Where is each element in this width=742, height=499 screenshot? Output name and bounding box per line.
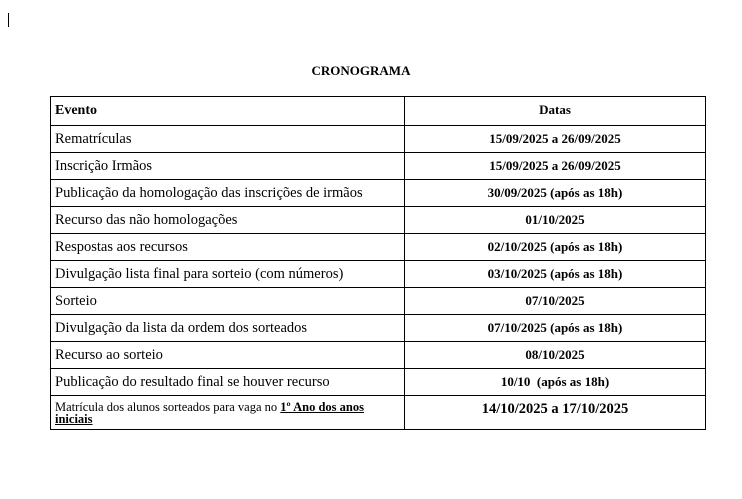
event-text: Matrícula dos alunos sorteados para vaga no — [55, 400, 281, 414]
date-cell: 15/09/2025 a 26/09/2025 — [405, 153, 706, 180]
table-row — [51, 369, 706, 396]
date-cell: 07/10/2025 (após as 18h) — [405, 315, 706, 342]
table-row — [51, 342, 706, 369]
event-cell: Inscrição Irmãos — [51, 153, 405, 180]
event-cell: Divulgação da lista da ordem dos sorteados — [51, 315, 405, 342]
date-cell: 08/10/2025 — [405, 342, 706, 369]
date-cell: 01/10/2025 — [405, 207, 706, 234]
date-cell: 02/10/2025 (após as 18h) — [405, 234, 706, 261]
document-title: CRONOGRAMA — [311, 63, 411, 78]
date-cell: 30/09/2025 (após as 18h) — [405, 180, 706, 207]
table-row — [51, 126, 706, 153]
table-row — [51, 396, 706, 430]
event-cell: Publicação do resultado final se houver recurso — [51, 369, 405, 396]
event-cell — [51, 396, 405, 430]
table-row — [51, 234, 706, 261]
table-row — [51, 288, 706, 315]
text-cursor — [8, 13, 9, 27]
date-cell: 03/10/2025 (após as 18h) — [405, 261, 706, 288]
date-cell: 14/10/2025 a 17/10/2025 — [405, 396, 706, 430]
date-cell: 15/09/2025 a 26/09/2025 — [405, 126, 706, 153]
table-row — [51, 207, 706, 234]
date-cell: 07/10/2025 — [405, 288, 706, 315]
table-header-row — [51, 97, 706, 126]
event-cell: Sorteio — [51, 288, 405, 315]
event-cell: Divulgação lista final para sorteio (com números) — [51, 261, 405, 288]
event-cell: Publicação da homologação das inscrições de irmãos — [51, 180, 405, 207]
event-cell: Respostas aos recursos — [51, 234, 405, 261]
table-row — [51, 315, 706, 342]
event-emphasis-text: 1º Ano dos anos iniciais — [55, 400, 364, 426]
table-row — [51, 180, 706, 207]
event-cell: Recurso ao sorteio — [51, 342, 405, 369]
event-cell: Rematrículas — [51, 126, 405, 153]
schedule-table — [50, 96, 706, 430]
table-row — [51, 153, 706, 180]
column-header-dates: Datas — [405, 97, 706, 126]
date-cell: 10/10 (após as 18h) — [405, 369, 706, 396]
column-header-event: Evento — [51, 97, 405, 126]
table-row — [51, 261, 706, 288]
event-cell: Recurso das não homologações — [51, 207, 405, 234]
